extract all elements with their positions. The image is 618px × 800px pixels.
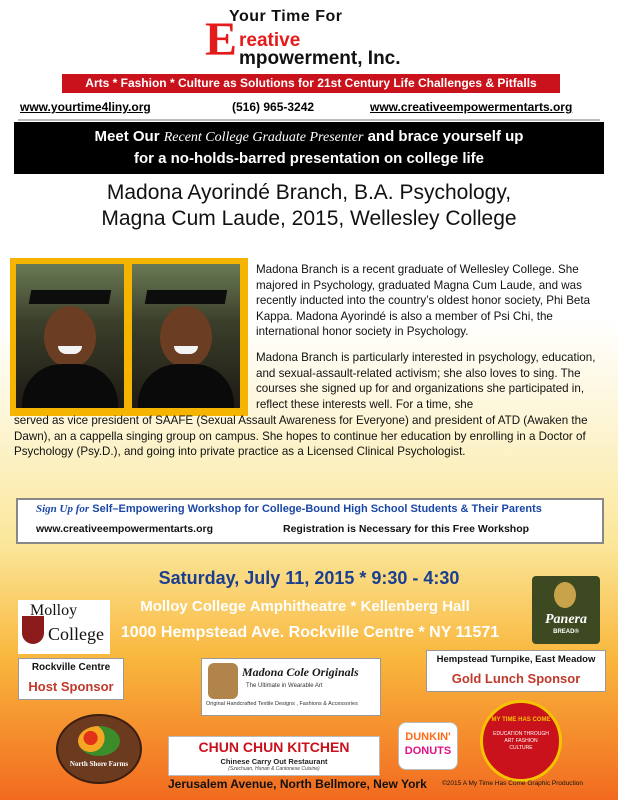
headline-line2: for a no-holds-barred presentation on college life (133, 150, 485, 167)
vegetables-icon (78, 726, 120, 756)
host-label: Host Sponsor (28, 679, 114, 694)
event-address: 1000 Hempstead Ave. Rockville Centre * NY 11571 (120, 624, 500, 641)
gold-sponsor-box (426, 650, 606, 692)
panera-name: Panera (545, 612, 587, 627)
presenter-credentials: Magna Cum Laude, 2015, Wellesley College (101, 207, 517, 230)
bio-paragraph-2b: served as vice president of SAAFE (Sexual Assault Awareness for Everyone) and president of ATD (Awaken the Dawn), an a cappella singing group on campus. She hopes to continue her education by enrolling in a Doctor of Psychology (Psy.D.), and going into private practice as a Licensed Clinical Psychologist. (14, 414, 588, 458)
headline-script: Recent College Graduate Presenter (163, 130, 364, 145)
bio-paragraph-2a: Madona Branch is particularly interested in psychology, education, and sexual-assault-related activism; she also loves to sing. The courses she signed up for and organizations she participated in, reflect these interests well. For a time, she (256, 351, 596, 411)
chun-chun-kitchen-logo (168, 736, 380, 776)
event-venue: Molloy College Amphitheatre * Kellenberg Hall (140, 598, 470, 615)
my-time-has-come-logo (480, 700, 562, 782)
bio-paragraph-1: Madona Branch is a recent graduate of Wellesley College. She majored in Psychology, graduated Magna Cum Laude, and was recently inducted into the country’s oldest honor society, Phi Beta Kappa. Madona Ayorindé is also a member of Psi Chi, the international honor society in Psychology. (256, 263, 591, 338)
host-location: Rockville Centre (31, 662, 111, 673)
panera-icon (554, 582, 576, 608)
molloy-college-logo (18, 600, 110, 654)
dunkin-line1: DUNKIN' (405, 731, 451, 743)
headline-part1: Meet Our (94, 128, 164, 145)
signup-workshop: Self–Empowering Workshop for College-Bound High School Students & Their Parents (89, 503, 542, 515)
signup-title (36, 503, 542, 515)
logo-line2: reative (239, 30, 301, 51)
chun-sub2: (Szechuan, Hunan & Cantonese Cuisine) (228, 766, 320, 772)
madona-desc: Original Handcrafted Textile Designs , Fashions & Accessories (206, 701, 358, 707)
mtime-line2: EDUCATION THROUGH ART FASHION CULTURE (493, 731, 549, 751)
website-link-creative[interactable]: www.creativeempowermentarts.org (370, 100, 573, 114)
madona-cole-logo (201, 658, 381, 716)
host-sponsor-box (18, 658, 124, 700)
logo-line3: mpowerment, Inc. (239, 48, 401, 69)
footer-address: Jerusalem Avenue, North Bellmore, New York (168, 777, 427, 791)
chun-name: CHUN CHUN KITCHEN (198, 739, 350, 755)
website-link-yourtime[interactable]: www.yourtime4liny.org (20, 100, 151, 114)
divider (18, 119, 600, 121)
madona-tag: The Ultimate in Wearable Art (246, 683, 323, 689)
shield-icon (22, 616, 44, 644)
tagline-banner: Arts * Fashion * Culture as Solutions for 21st Century Life Challenges & Pitfalls (62, 74, 560, 93)
signup-lead: Sign Up for (36, 503, 90, 515)
creative-empowerment-logo (205, 4, 410, 72)
dunkin-donuts-logo (398, 722, 458, 770)
north-shore-farms-logo (56, 714, 142, 784)
signup-note: Registration is Necessary for this Free Workshop (283, 523, 530, 535)
signup-box (16, 498, 604, 544)
dunkin-line2: DONUTS (404, 745, 452, 757)
logo-line1: Your Time For (229, 8, 343, 25)
panera-logo (532, 576, 600, 644)
signup-website[interactable]: www.creativeempowermentarts.org (36, 523, 214, 535)
footer-credit: ©2015 A My Time Has Come Graphic Production (442, 780, 583, 787)
headline-banner (14, 122, 604, 174)
gold-label: Gold Lunch Sponsor (451, 671, 581, 686)
molloy-college: College (48, 624, 104, 644)
molloy-name: Molloy (30, 602, 78, 619)
gold-location: Hempstead Turnpike, East Meadow (436, 654, 596, 665)
presenter-name: Madona Ayorindé Branch, B.A. Psychology, (106, 181, 512, 204)
panera-sub: BREAD® (553, 629, 579, 635)
presenter-photos (10, 258, 248, 416)
madona-name: Madona Cole Originals (242, 665, 359, 679)
presenter-photo-diploma (132, 264, 240, 408)
chun-sub: Chinese Carry Out Restaurant (220, 757, 328, 766)
presenter-photo-portrait (16, 264, 124, 408)
mtime-line1: MY TIME HAS COME (491, 717, 551, 723)
nsf-name: North Shore Farms (69, 760, 129, 768)
hand-icon (208, 663, 238, 699)
logo-big-letter: E (205, 13, 238, 66)
event-date: Saturday, July 11, 2015 * 9:30 - 4:30 (158, 568, 460, 588)
headline-part2: and brace yourself up (363, 128, 524, 145)
phone-number: (516) 965-3242 (232, 100, 315, 114)
